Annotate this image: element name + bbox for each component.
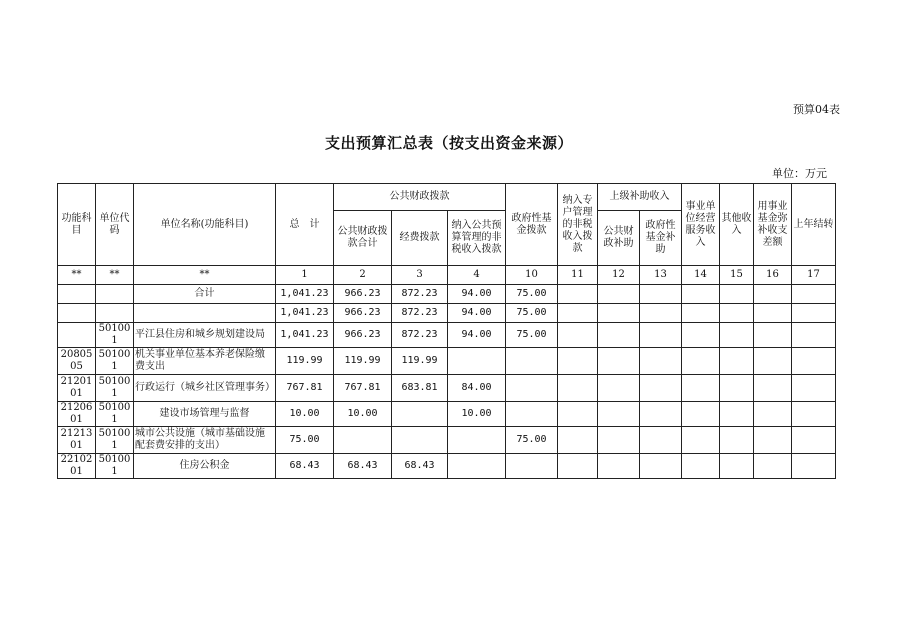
pf-funding-cell: 683.81: [392, 375, 448, 402]
empty-cell: [558, 348, 598, 375]
unit-code-cell: 501001: [96, 375, 134, 402]
pf-subtotal-cell: 966.23: [334, 323, 392, 348]
unit-code-cell: 501001: [96, 454, 134, 479]
empty-cell: [792, 304, 836, 323]
empty-cell: [640, 427, 682, 454]
empty-cell: [682, 348, 720, 375]
unit-name-cell: 机关事业单位基本养老保险缴费支出: [134, 348, 276, 375]
total-cell: 68.43: [276, 454, 334, 479]
pf-subtotal-cell: 119.99: [334, 348, 392, 375]
unit-name-cell: 合计: [134, 285, 276, 304]
empty-cell: [754, 285, 792, 304]
gov-fund-cell: [506, 348, 558, 375]
func-code-cell: 2120601: [58, 402, 96, 427]
empty-cell: [754, 427, 792, 454]
empty-cell: [682, 402, 720, 427]
serial-cell: 14: [682, 266, 720, 285]
header-unit-name: 单位名称(功能科目): [134, 184, 276, 266]
pf-funding-cell: 119.99: [392, 348, 448, 375]
empty-cell: [792, 375, 836, 402]
serial-cell: 13: [640, 266, 682, 285]
gov-fund-cell: [506, 402, 558, 427]
unit-code-cell: 501001: [96, 402, 134, 427]
empty-cell: [754, 348, 792, 375]
empty-cell: [682, 285, 720, 304]
serial-cell: 4: [448, 266, 506, 285]
unit-code-cell: [96, 304, 134, 323]
unit-code-cell: [96, 285, 134, 304]
empty-cell: [682, 427, 720, 454]
gov-fund-cell: [506, 454, 558, 479]
header-pf-funding: 经费拨款: [392, 211, 448, 266]
total-cell: 1,041.23: [276, 323, 334, 348]
header-other-income: 其他收入: [720, 184, 754, 266]
unit-label: 单位：万元: [772, 167, 827, 180]
pf-subtotal-cell: 68.43: [334, 454, 392, 479]
empty-cell: [682, 454, 720, 479]
header-upper-gov-fund: 政府性基金补助: [640, 211, 682, 266]
empty-cell: [640, 348, 682, 375]
header-upper-public: 公共财政补助: [598, 211, 640, 266]
gov-fund-cell: 75.00: [506, 323, 558, 348]
page-title: 支出预算汇总表（按支出资金来源）: [324, 134, 573, 152]
pf-nontax-cell: 94.00: [448, 285, 506, 304]
serial-cell: 1: [276, 266, 334, 285]
header-pf-nontax: 纳入公共预算管理的非税收入拨款: [448, 211, 506, 266]
table-row: [58, 402, 836, 427]
func-code-cell: 2080505: [58, 348, 96, 375]
empty-cell: [720, 348, 754, 375]
serial-cell: **: [134, 266, 276, 285]
empty-cell: [754, 304, 792, 323]
empty-cell: [598, 402, 640, 427]
unit-name-cell: 住房公积金: [134, 454, 276, 479]
header-unit-code: 单位代码: [96, 184, 134, 266]
empty-cell: [598, 323, 640, 348]
empty-cell: [640, 323, 682, 348]
empty-cell: [792, 285, 836, 304]
form-number: 预算04表: [793, 103, 840, 116]
empty-cell: [754, 402, 792, 427]
pf-funding-cell: [392, 402, 448, 427]
empty-cell: [792, 402, 836, 427]
pf-funding-cell: 872.23: [392, 323, 448, 348]
empty-cell: [720, 285, 754, 304]
empty-cell: [640, 454, 682, 479]
empty-cell: [754, 323, 792, 348]
gov-fund-cell: 75.00: [506, 427, 558, 454]
empty-cell: [720, 375, 754, 402]
empty-cell: [792, 323, 836, 348]
empty-cell: [720, 454, 754, 479]
header-business-income: 事业单位经营服务收入: [682, 184, 720, 266]
table-row: [58, 348, 836, 375]
empty-cell: [682, 304, 720, 323]
serial-cell: 3: [392, 266, 448, 285]
table-row: [58, 375, 836, 402]
unit-name-cell: [134, 304, 276, 323]
empty-cell: [792, 427, 836, 454]
total-cell: 1,041.23: [276, 285, 334, 304]
empty-cell: [640, 285, 682, 304]
unit-name-cell: 行政运行（城乡社区管理事务）: [134, 375, 276, 402]
empty-cell: [558, 323, 598, 348]
total-cell: 75.00: [276, 427, 334, 454]
pf-subtotal-cell: 10.00: [334, 402, 392, 427]
gov-fund-cell: 75.00: [506, 304, 558, 323]
serial-cell: 11: [558, 266, 598, 285]
pf-nontax-cell: 84.00: [448, 375, 506, 402]
unit-name-cell: 城市公共设施（城市基础设施配套费安排的支出）: [134, 427, 276, 454]
empty-cell: [640, 402, 682, 427]
func-code-cell: 2210201: [58, 454, 96, 479]
empty-cell: [598, 304, 640, 323]
empty-cell: [640, 375, 682, 402]
pf-funding-cell: 872.23: [392, 304, 448, 323]
empty-cell: [598, 348, 640, 375]
header-upper-subsidy: 上级补助收入: [598, 184, 682, 211]
header-total: 总 计: [276, 184, 334, 266]
pf-nontax-cell: 94.00: [448, 304, 506, 323]
func-code-cell: 2121301: [58, 427, 96, 454]
serial-cell: 15: [720, 266, 754, 285]
empty-cell: [720, 402, 754, 427]
empty-cell: [598, 285, 640, 304]
unit-name-cell: 建设市场管理与监督: [134, 402, 276, 427]
func-code-cell: [58, 285, 96, 304]
func-code-cell: 2120101: [58, 375, 96, 402]
empty-cell: [558, 285, 598, 304]
pf-nontax-cell: [448, 427, 506, 454]
empty-cell: [598, 427, 640, 454]
total-cell: 119.99: [276, 348, 334, 375]
pf-subtotal-cell: 966.23: [334, 304, 392, 323]
unit-code-cell: 501001: [96, 348, 134, 375]
empty-cell: [682, 323, 720, 348]
func-code-cell: [58, 304, 96, 323]
pf-nontax-cell: [448, 454, 506, 479]
serial-cell: 12: [598, 266, 640, 285]
empty-cell: [598, 375, 640, 402]
pf-subtotal-cell: [334, 427, 392, 454]
serial-cell: **: [58, 266, 96, 285]
pf-nontax-cell: 94.00: [448, 323, 506, 348]
serial-row: [58, 266, 836, 285]
budget-table: [57, 183, 836, 479]
header-use-fund: 用事业基金弥补收支差额: [754, 184, 792, 266]
gov-fund-cell: [506, 375, 558, 402]
pf-nontax-cell: [448, 348, 506, 375]
serial-cell: **: [96, 266, 134, 285]
pf-funding-cell: 872.23: [392, 285, 448, 304]
header-gov-fund: 政府性基金拨款: [506, 184, 558, 266]
pf-subtotal-cell: 966.23: [334, 285, 392, 304]
empty-cell: [792, 348, 836, 375]
empty-cell: [682, 375, 720, 402]
empty-cell: [754, 454, 792, 479]
unit-name-cell: 平江县住房和城乡规划建设局: [134, 323, 276, 348]
empty-cell: [792, 454, 836, 479]
header-func-code: 功能科目: [58, 184, 96, 266]
empty-cell: [720, 427, 754, 454]
header-special-nontax: 纳入专户管理的非税收入拨款: [558, 184, 598, 266]
empty-cell: [598, 454, 640, 479]
table-row: [58, 304, 836, 323]
gov-fund-cell: 75.00: [506, 285, 558, 304]
table-row: [58, 454, 836, 479]
empty-cell: [558, 427, 598, 454]
empty-cell: [558, 454, 598, 479]
empty-cell: [558, 402, 598, 427]
empty-cell: [754, 375, 792, 402]
total-cell: 1,041.23: [276, 304, 334, 323]
empty-cell: [720, 304, 754, 323]
table-row: [58, 323, 836, 348]
func-code-cell: [58, 323, 96, 348]
pf-funding-cell: 68.43: [392, 454, 448, 479]
serial-cell: 17: [792, 266, 836, 285]
pf-subtotal-cell: 767.81: [334, 375, 392, 402]
empty-cell: [558, 304, 598, 323]
pf-funding-cell: [392, 427, 448, 454]
unit-code-cell: 501001: [96, 427, 134, 454]
header-pf-subtotal: 公共财政拨款合计: [334, 211, 392, 266]
pf-nontax-cell: 10.00: [448, 402, 506, 427]
empty-cell: [558, 375, 598, 402]
empty-cell: [720, 323, 754, 348]
header-carryover: 上年结转: [792, 184, 836, 266]
header-public-finance: 公共财政拨款: [334, 184, 506, 211]
empty-cell: [640, 304, 682, 323]
serial-cell: 10: [506, 266, 558, 285]
table-row: [58, 427, 836, 454]
unit-code-cell: 501001: [96, 323, 134, 348]
total-cell: 10.00: [276, 402, 334, 427]
serial-cell: 16: [754, 266, 792, 285]
serial-cell: 2: [334, 266, 392, 285]
table-row: [58, 285, 836, 304]
total-cell: 767.81: [276, 375, 334, 402]
